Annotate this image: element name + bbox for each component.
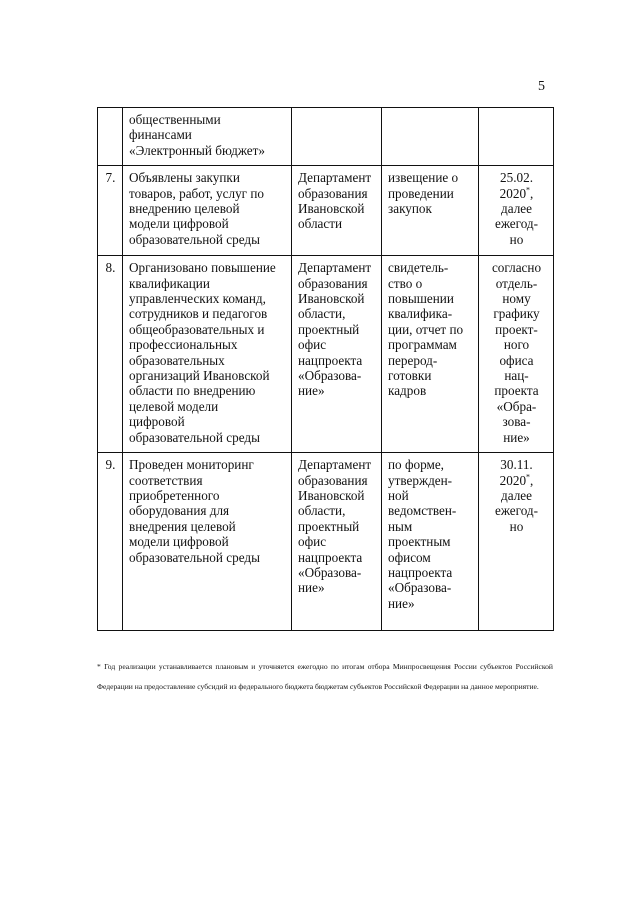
table-row <box>98 166 554 256</box>
event-cell: общественными финансами «Электронный бюджет» <box>123 108 292 166</box>
date-cell <box>479 108 554 166</box>
responsible-cell: Департамент образования Ивановской области, проектный офис нацпроекта «Образова- ние» <box>292 256 382 453</box>
document-cell: свидетель- ство о повышении квалифика- ции, отчет по программам переpод- готовки кадров <box>382 256 479 453</box>
date-cell: 25.02. 2020*, далее ежегод- но <box>479 166 554 256</box>
responsible-cell: Департамент образования Ивановской области <box>292 166 382 256</box>
document-cell: извещение о проведении закупок <box>382 166 479 256</box>
event-cell: Организовано повышение квалификации управленческих команд, сотрудников и педагогов общеобразовательных и профессиональных образовательных организаций Ивановской области по внедрению целевой модели цифровой образовательной среды <box>123 256 292 453</box>
row-number-cell: 7. <box>98 166 123 256</box>
activity-table <box>97 107 554 631</box>
footnote: * Год реализации устанавливается плановым и уточняется ежегодно по итогам отбора Минпросвещения России субъектов Российской Федерации на предоставление субсидий из федерального бюджета бюджетам субъектов Российской Федерации на данное мероприятие. <box>97 662 553 691</box>
document-cell: по форме, утвержден- ной ведомствен- ным проектным офисом нацпроекта «Образова- ние» <box>382 453 479 631</box>
row-number-cell: 9. <box>98 453 123 631</box>
footnote-marker: * <box>526 185 531 195</box>
table-row <box>98 453 554 631</box>
event-cell: Проведен мониторинг соответствия приобретенного оборудования для внедрения целевой модели цифровой образовательной среды <box>123 453 292 631</box>
event-cell: Объявлены закупки товаров, работ, услуг по внедрению целевой модели цифровой образовательной среды <box>123 166 292 256</box>
page-number: 5 <box>538 79 545 94</box>
document-cell <box>382 108 479 166</box>
row-number-cell: 8. <box>98 256 123 453</box>
date-cell: согласно отдель- ному графику проект- ного офиса нац- проекта «Обра- зова- ние» <box>479 256 554 453</box>
table-row <box>98 256 554 453</box>
date-cell: 30.11. 2020*, далее ежегод- но <box>479 453 554 631</box>
responsible-cell: Департамент образования Ивановской области, проектный офис нацпроекта «Образова- ние» <box>292 453 382 631</box>
table-row <box>98 108 554 166</box>
responsible-cell <box>292 108 382 166</box>
footnote-marker: * <box>526 472 531 482</box>
row-number-cell <box>98 108 123 166</box>
